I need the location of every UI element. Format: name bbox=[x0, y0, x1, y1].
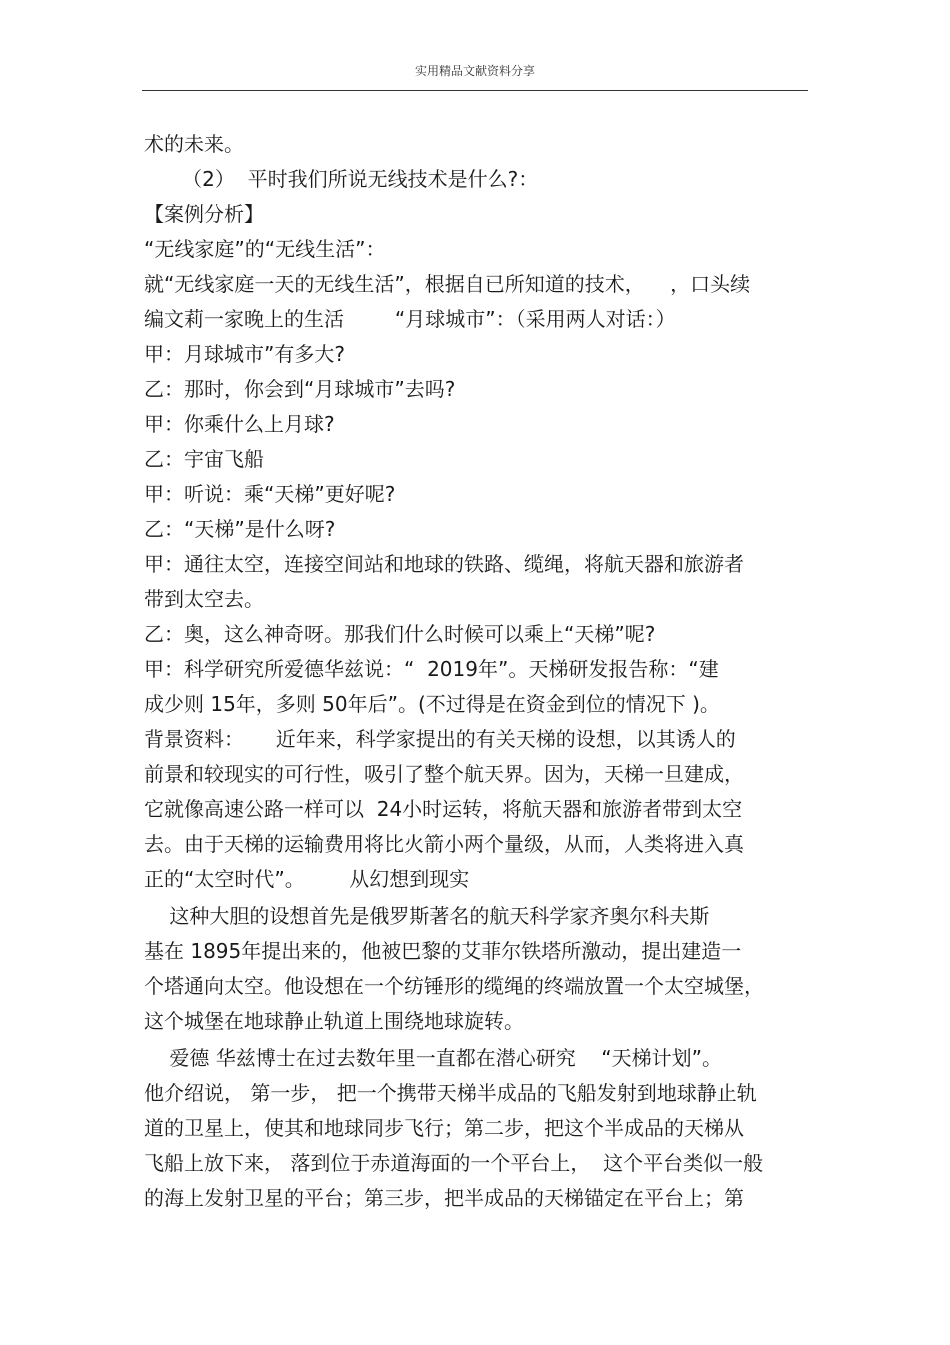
text-line: 术的未来。 bbox=[144, 132, 244, 156]
header-divider bbox=[142, 90, 808, 91]
text-line: 甲：科学研究所爱德华兹说：“ 2019年”。天梯研发报告称：“建 bbox=[144, 657, 719, 681]
text-line: 这个城堡在地球静止轨道上围绕地球旋转。 bbox=[144, 1009, 524, 1033]
page-header: 实用精品文献资料分享 bbox=[414, 64, 535, 78]
text-line: 乙：宇宙飞船 bbox=[144, 447, 264, 471]
text-line: 的海上发射卫星的平台；第三步，把半成品的天梯锚定在平台上；第 bbox=[144, 1186, 744, 1210]
text-line: “无线家庭”的“无线生活”： bbox=[144, 237, 386, 261]
text-line: 飞船上放下来， 落到位于赤道海面的一个平台上， 这个平台类似一般 bbox=[144, 1151, 764, 1175]
text-line: 甲：月球城市”有多大? bbox=[144, 342, 345, 366]
text-line: 背景资料： 近年来，科学家提出的有关天梯的设想，以其诱人的 bbox=[144, 727, 736, 751]
text-line: 爱德 华兹博士在过去数年里一直都在潜心研究 “天梯计划”。 bbox=[144, 1046, 722, 1070]
text-line: 前景和较现实的可行性，吸引了整个航天界。因为，天梯一旦建成， bbox=[144, 762, 744, 786]
text-line: （2） 平时我们所说无线技术是什么?： bbox=[144, 167, 539, 191]
text-line: 这种大胆的设想首先是俄罗斯著名的航天科学家齐奥尔科夫斯 bbox=[144, 904, 710, 928]
text-line: 它就像高速公路一样可以 24小时运转，将航天器和旅游者带到太空 bbox=[144, 797, 743, 821]
text-line: 甲：通往太空，连接空间站和地球的铁路、缆绳，将航天器和旅游者 bbox=[144, 552, 744, 576]
text-line: 去。由于天梯的运输费用将比火箭小两个量级，从而，人类将进入真 bbox=[144, 832, 744, 856]
text-line: 乙：那时，你会到“月球城市”去吗? bbox=[144, 377, 456, 401]
text-line: 个塔通向太空。他设想在一个纺锤形的缆绳的终端放置一个太空城堡， bbox=[144, 974, 764, 998]
text-line: 正的“太空时代”。 从幻想到现实 bbox=[144, 867, 470, 891]
text-line: 甲：你乘什么上月球? bbox=[144, 412, 335, 436]
text-line: 编文莉一家晚上的生活 “月球城市”：（采用两人对话：） bbox=[144, 307, 676, 331]
text-line: 基在 1895年提出来的，他被巴黎的艾菲尔铁塔所激动，提出建造一 bbox=[144, 939, 742, 963]
text-line: 就“无线家庭一天的无线生活”，根据自已所知道的技术， ，口头续 bbox=[144, 272, 751, 296]
text-line: 【案例分析】 bbox=[144, 202, 264, 226]
text-line: 成少则 15年，多则 50年后”。(不过得是在资金到位的情况下 )。 bbox=[144, 692, 720, 716]
text-line: 甲：听说：乘“天梯”更好呢? bbox=[144, 482, 396, 506]
text-line: 他介绍说， 第一步， 把一个携带天梯半成品的飞船发射到地球静止轨 bbox=[144, 1081, 757, 1105]
text-line: 乙：奥，这么神奇呀。那我们什么时候可以乘上“天梯”呢? bbox=[144, 622, 656, 646]
text-line: 道的卫星上，使其和地球同步飞行；第二步，把这个半成品的天梯从 bbox=[144, 1116, 744, 1140]
text-line: 带到太空去。 bbox=[144, 587, 264, 611]
text-line: 乙：“天梯”是什么呀? bbox=[144, 517, 336, 541]
